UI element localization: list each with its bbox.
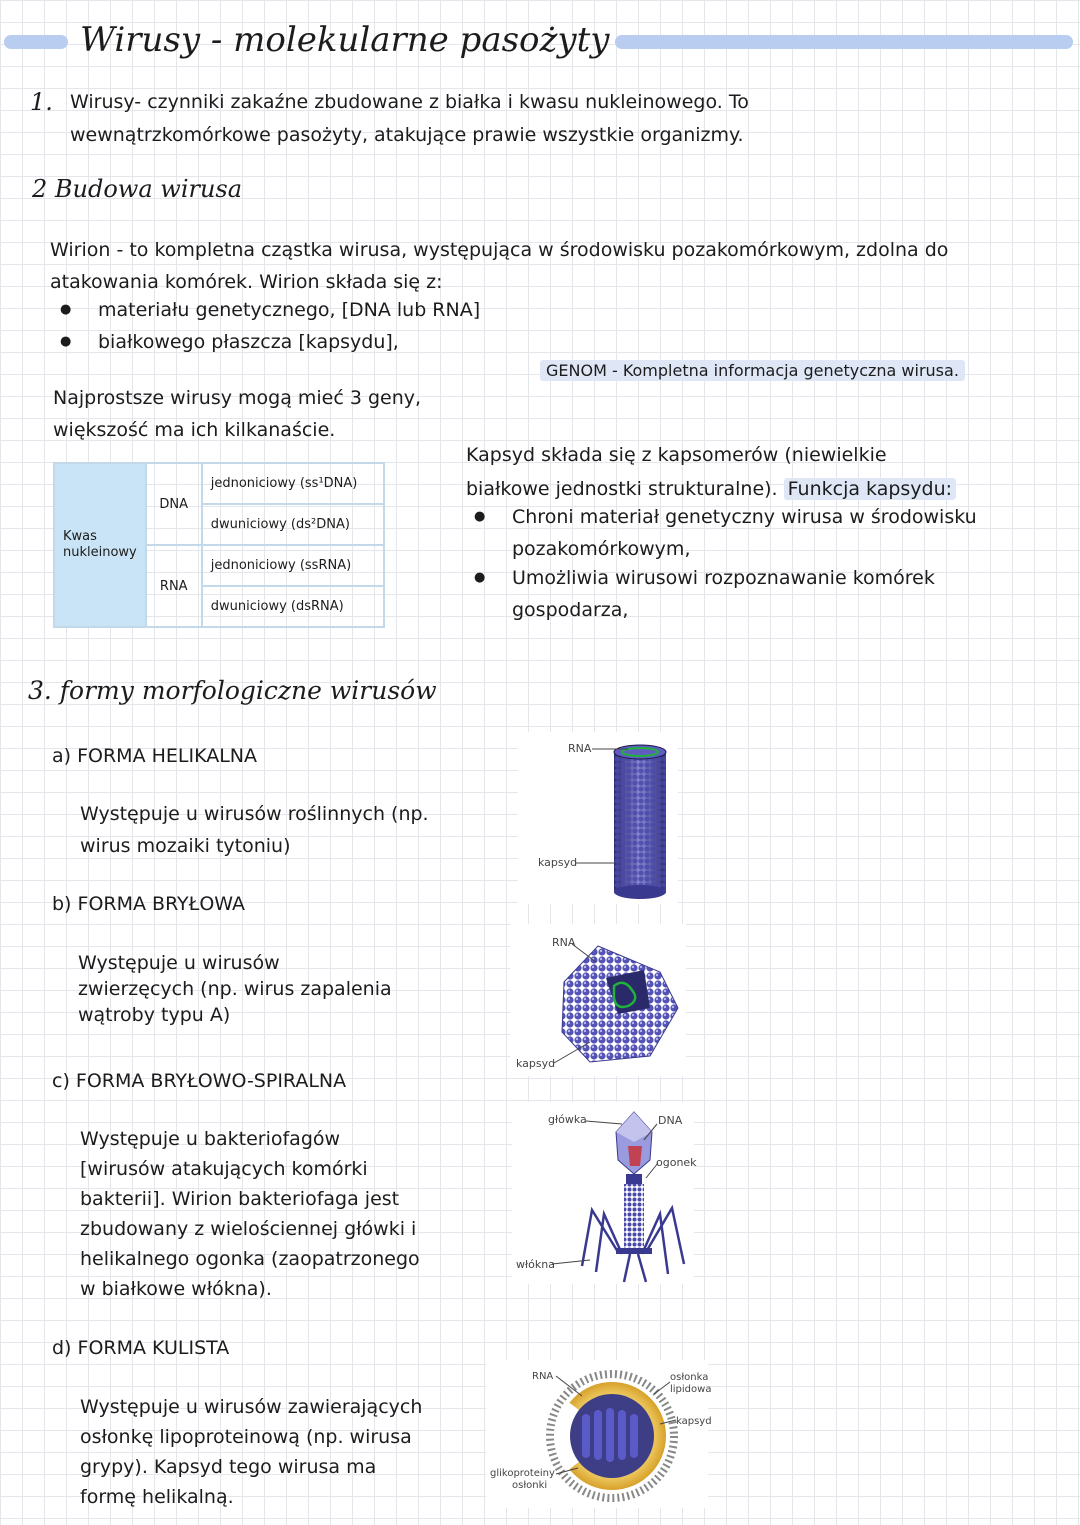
form-a-line: wirus mozaiki tytoniu): [80, 835, 291, 857]
kapsyd-function-label: Funkcja kapsydu:: [784, 478, 956, 500]
form-c-line: zbudowany z wielościennej główki i: [80, 1218, 417, 1240]
table-row: jednoniciowy (ssRNA): [202, 545, 384, 586]
label-helical-kapsyd: kapsyd: [538, 856, 578, 869]
genom-definition: GENOM - Kompletna informacja genetyczna wirusa.: [540, 360, 965, 381]
table-row: jednoniciowy (ss¹DNA): [202, 463, 384, 504]
label-phage-glowka: główka: [548, 1113, 587, 1126]
form-d-line: formę helikalną.: [80, 1486, 234, 1508]
bullet-capsid: ● białkowego płaszcza [kapsydu],: [98, 326, 399, 358]
label-sph-kapsyd: kapsyd: [676, 1416, 712, 1427]
bacteriophage-illustration: [512, 1102, 697, 1284]
form-c-line: w białkowe włókna).: [80, 1278, 272, 1300]
form-b-line: Występuje u wirusów: [78, 952, 280, 974]
function-bullet-protect-l2: pozakomórkowym,: [512, 538, 691, 560]
title-bar-right: [615, 35, 1073, 49]
function-bullet-recognize: [512, 562, 935, 626]
form-a-line: Występuje u wirusów roślinnych (np.: [80, 803, 429, 825]
label-ico-kapsyd: kapsyd: [516, 1057, 556, 1070]
form-d-text: [80, 1392, 422, 1512]
form-c-title: c) FORMA BRYŁOWO-SPIRALNA: [52, 1070, 347, 1092]
label-sph-gliko-2: osłonki: [512, 1480, 548, 1491]
form-d-title: d) FORMA KULISTA: [52, 1337, 230, 1359]
kapsyd-line2a: białkowe jednostki strukturalne).: [466, 478, 778, 500]
label-phage-wlokna: włókna: [516, 1258, 555, 1271]
form-d-line: Występuje u wirusów zawierających: [80, 1396, 423, 1418]
title-bar-left: [4, 35, 68, 49]
helical-virus-illustration: [518, 732, 678, 904]
form-b-line: zwierzęcych (np. wirus zapalenia: [78, 978, 392, 1000]
function-bullet-recognize-l1: ● Umożliwia wirusowi rozpoznawanie komórek: [512, 567, 935, 589]
page-title: Wirusy - molekularne pasożyty: [80, 20, 610, 60]
label-sph-oslonka-1: osłonka: [670, 1372, 709, 1383]
label-sph-rna: RNA: [532, 1371, 554, 1382]
nucleic-acid-table: [53, 462, 385, 628]
label-sph-gliko-1: glikoproteiny: [490, 1468, 555, 1479]
form-a-text: [80, 798, 429, 862]
section-3-heading: 3. formy morfologiczne wirusów: [28, 676, 437, 705]
function-bullet-protect: [512, 501, 977, 565]
section-1-number: 1.: [30, 88, 53, 116]
label-sph-oslonka-2: lipidowa: [670, 1384, 712, 1395]
label-phage-ogonek: ogonek: [656, 1156, 697, 1169]
form-c-text: [80, 1124, 420, 1304]
function-bullet-protect-l1: ● Chroni materiał genetyczny wirusa w środowisku: [512, 506, 977, 528]
wirion-line1: Wirion - to kompletna cząstka wirusa, występująca w środowisku pozakomórkowym, zdolna do: [50, 239, 949, 261]
table-kwas-cell: Kwas nukleinowy: [54, 463, 146, 627]
table-dna-cell: DNA: [146, 463, 202, 545]
form-c-line: [wirusów atakujących komórki: [80, 1158, 368, 1180]
label-helical-rna: RNA: [568, 742, 592, 755]
section-1-line1: Wirusy- czynniki zakaźne zbudowane z białka i kwasu nukleinowego. To: [70, 91, 749, 113]
table-rna-cell: RNA: [146, 545, 202, 627]
form-d-line: grypy). Kapsyd tego wirusa ma: [80, 1456, 377, 1478]
section-1-line2: wewnątrzkomórkowe pasożyty, atakujące prawie wszystkie organizmy.: [70, 124, 744, 146]
form-c-line: bakterii]. Wirion bakteriofaga jest: [80, 1188, 400, 1210]
form-a-title: a) FORMA HELIKALNA: [52, 745, 258, 767]
table-row: dwuniciowy (dsRNA): [202, 586, 384, 627]
helical-virus-svg: [518, 732, 678, 904]
label-ico-rna: RNA: [552, 936, 576, 949]
form-b-title: b) FORMA BRYŁOWA: [52, 893, 246, 915]
wirion-line2: atakowania komórek. Wirion składa się z:: [50, 271, 443, 293]
genes-line2: większość ma ich kilkanaście.: [53, 419, 336, 441]
section-2-heading: 2 Budowa wirusa: [32, 175, 243, 203]
table-row: dwuniciowy (ds²DNA): [202, 504, 384, 545]
form-b-text: [78, 950, 392, 1028]
bullet-genetic-material: ● materiału genetycznego, [DNA lub RNA]: [98, 294, 480, 326]
form-c-line: helikalnego ogonka (zaopatrzonego: [80, 1248, 420, 1270]
label-phage-dna: DNA: [658, 1114, 683, 1127]
kapsyd-line1: Kapsyd składa się z kapsomerów (niewielkie: [466, 444, 887, 466]
genes-line1: Najprostsze wirusy mogą mieć 3 geny,: [53, 387, 422, 409]
function-bullet-recognize-l2: gospodarza,: [512, 599, 629, 621]
form-b-line: wątroby typu A): [78, 1004, 231, 1026]
form-d-line: osłonkę lipoproteinową (np. wirusa: [80, 1426, 412, 1448]
bacteriophage-svg: [512, 1102, 694, 1284]
spherical-virus-illustration: [486, 1360, 712, 1508]
form-c-line: Występuje u bakteriofagów: [80, 1128, 341, 1150]
icosahedral-virus-illustration: [510, 924, 686, 1076]
icosahedral-virus-svg: [510, 924, 686, 1076]
